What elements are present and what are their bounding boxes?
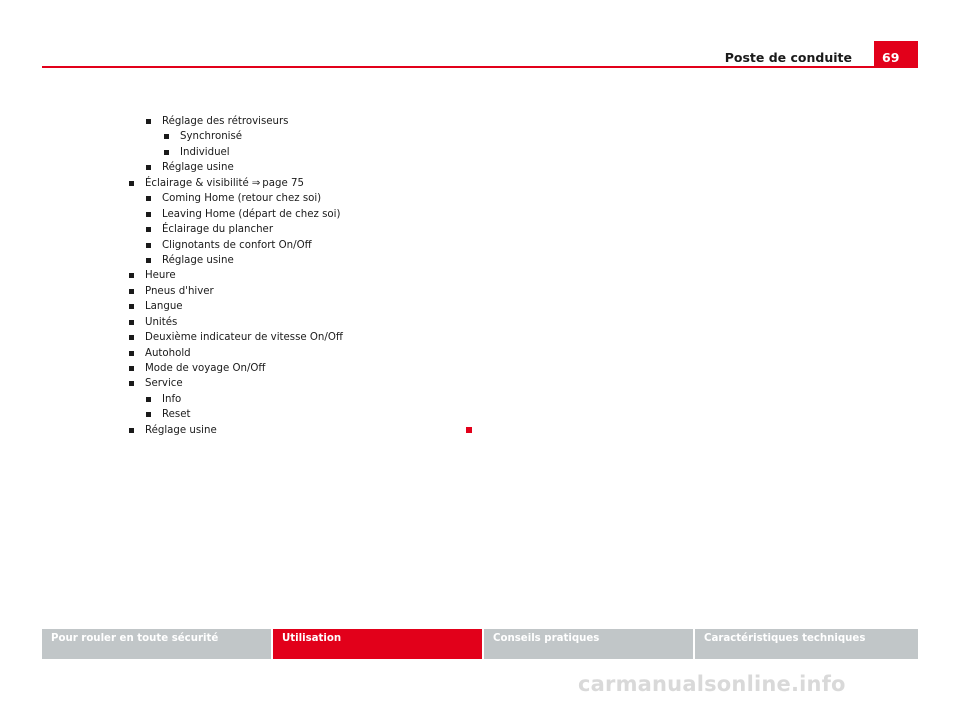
list-item-text: Clignotants de confort On/Off: [162, 239, 312, 251]
bullet-square-icon: [129, 289, 134, 294]
list-item: [0, 145, 960, 160]
tab-utilisation[interactable]: Utilisation: [273, 629, 482, 659]
list-item-text: Synchronisé: [180, 131, 243, 143]
list-item-text: Service: [145, 378, 183, 390]
bullet-square-icon: [129, 273, 134, 278]
list-item: [0, 222, 960, 237]
bullet-square-icon: [129, 428, 134, 433]
list-item-text: Mode de voyage On/Off: [145, 363, 266, 374]
list-item-text: Autohold: [145, 347, 191, 359]
list-item-text: Réglage usine: [162, 162, 234, 174]
list-item-text: Info: [162, 393, 182, 405]
tab-caracteristiques-techniques[interactable]: Caractéristiques techniques: [695, 629, 918, 659]
list-item-text: Éclairage du plancher: [162, 224, 274, 236]
list-item-text: Individuel: [180, 146, 230, 158]
page-title: Poste de conduite: [724, 50, 852, 65]
list-item: [0, 114, 960, 129]
list-item: [0, 299, 960, 314]
list-item-text: Coming Home (retour chez soi): [162, 193, 322, 205]
bullet-square-icon: [129, 181, 134, 186]
bullet-square-icon: [146, 119, 151, 124]
list-item-text: Unités: [145, 316, 178, 328]
list-item: [0, 253, 960, 268]
list-item: [0, 346, 960, 361]
list-item: [0, 330, 960, 345]
list-item: [0, 361, 960, 376]
settings-menu-list: [0, 114, 960, 438]
list-item: [0, 207, 960, 222]
list-item-text: [145, 176, 304, 191]
list-item: [0, 268, 960, 283]
tab-conseils-pratiques[interactable]: Conseils pratiques: [484, 629, 693, 659]
bullet-square-icon: [146, 165, 151, 170]
bullet-square-icon: [146, 212, 151, 217]
bullet-square-icon: [129, 335, 134, 340]
bullet-square-icon: [129, 304, 134, 309]
list-item-text: Reset: [162, 409, 191, 421]
bullet-square-icon: [146, 243, 151, 248]
list-item-text: Leaving Home (départ de chez soi): [162, 208, 341, 220]
bullet-square-icon: [129, 320, 134, 325]
list-item: [0, 423, 960, 438]
bullet-square-icon: [129, 366, 134, 371]
bullet-square-icon: [146, 258, 151, 263]
list-item-label: Éclairage & visibilité: [145, 177, 249, 189]
bullet-square-icon: [129, 351, 134, 356]
list-item: [0, 315, 960, 330]
list-item: [0, 176, 960, 191]
list-item-text: Réglage usine: [162, 254, 234, 266]
list-item: [0, 129, 960, 144]
footer-section-nav: [42, 629, 918, 659]
header-rule: [42, 66, 918, 68]
bullet-square-icon: [146, 227, 151, 232]
tab-pour-rouler-en-toute-securite[interactable]: Pour rouler en toute sécurité: [42, 629, 271, 659]
list-item: [0, 191, 960, 206]
page-number: 69: [874, 41, 918, 68]
list-item: [0, 376, 960, 391]
list-item-text: Réglage des rétroviseurs: [162, 116, 289, 127]
list-item: [0, 407, 960, 422]
bullet-square-icon: [164, 134, 169, 139]
bullet-square-icon: [146, 412, 151, 417]
list-item: [0, 284, 960, 299]
list-item: [0, 238, 960, 253]
list-item-text: Réglage usine: [145, 424, 217, 436]
bullet-square-icon: [146, 397, 151, 402]
section-end-square-icon: [466, 427, 472, 433]
cross-reference-arrow-icon: ⇒: [251, 177, 261, 189]
list-item-text: Langue: [145, 301, 183, 313]
list-item-text: Deuxième indicateur de vitesse On/Off: [145, 332, 343, 344]
bullet-square-icon: [164, 150, 169, 155]
list-item-text: Pneus d'hiver: [145, 285, 214, 297]
list-item: [0, 392, 960, 407]
watermark: carmanualsonline.info: [578, 672, 846, 696]
bullet-square-icon: [129, 381, 134, 386]
bullet-square-icon: [146, 196, 151, 201]
page-reference-link[interactable]: page 75: [262, 177, 304, 189]
list-item-text: Heure: [145, 270, 176, 282]
list-item: [0, 160, 960, 175]
